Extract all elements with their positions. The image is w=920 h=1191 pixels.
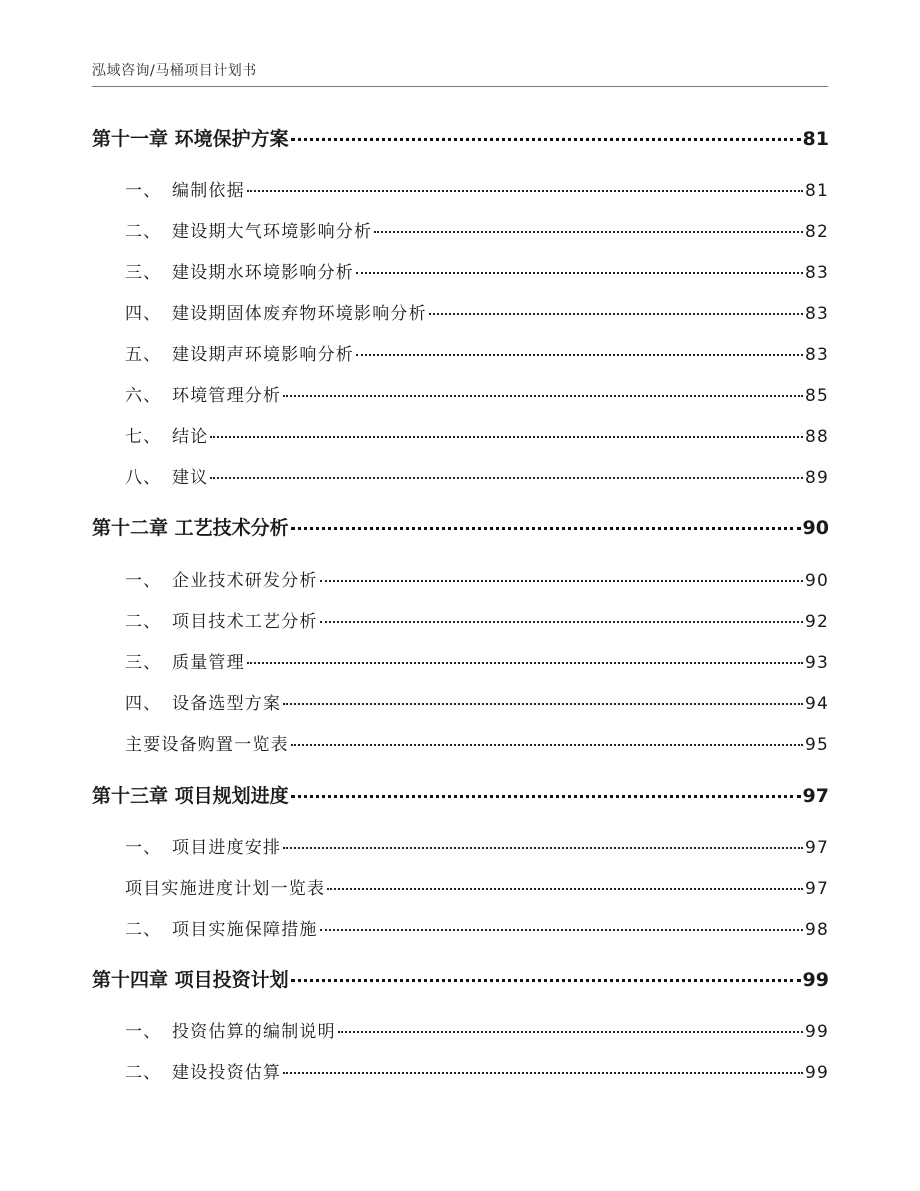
dot-leader <box>291 527 801 530</box>
toc-page-number: 81 <box>804 181 829 201</box>
toc-item-title: 建设期固体废弃物环境影响分析 <box>172 304 427 324</box>
toc-chapter-13[interactable] <box>92 781 829 808</box>
toc-page-number: 94 <box>804 694 829 714</box>
toc-page-number: 90 <box>804 571 829 591</box>
toc-page-number: 90 <box>802 517 829 539</box>
toc-item[interactable] <box>125 915 829 940</box>
toc-page-number: 99 <box>804 1063 829 1083</box>
toc-item-title: 投资估算的编制说明 <box>172 1022 336 1042</box>
toc-item-title: 编制依据 <box>172 181 245 201</box>
toc-chapter-12[interactable] <box>92 513 829 540</box>
dot-leader <box>291 744 803 746</box>
toc-item-number: 七、 <box>125 427 162 447</box>
toc-item[interactable] <box>125 1017 829 1042</box>
toc-item[interactable] <box>125 258 829 283</box>
dot-leader <box>210 436 803 438</box>
toc-chapter-title: 第十一章 环境保护方案 <box>92 128 289 150</box>
toc-item-title: 设备选型方案 <box>172 694 282 714</box>
dot-leader <box>327 888 803 890</box>
dot-leader <box>320 929 803 931</box>
toc-item-number: 二、 <box>125 222 162 242</box>
toc-item[interactable] <box>125 340 829 365</box>
toc-item-number: 五、 <box>125 345 162 365</box>
dot-leader <box>283 847 803 849</box>
dot-leader <box>429 313 803 315</box>
toc-item-number: 二、 <box>125 612 162 632</box>
toc-item-title: 建设期大气环境影响分析 <box>172 222 373 242</box>
toc-page-number: 83 <box>804 304 829 324</box>
toc-item-number: 三、 <box>125 653 162 673</box>
toc-item-title: 主要设备购置一览表 <box>125 735 289 755</box>
toc-page-number: 97 <box>804 879 829 899</box>
toc-item-number: 四、 <box>125 694 162 714</box>
toc-item-title: 环境管理分析 <box>172 386 282 406</box>
toc-item-number: 八、 <box>125 468 162 488</box>
toc-item-number: 二、 <box>125 920 162 940</box>
dot-leader <box>291 795 801 798</box>
toc-page-number: 92 <box>804 612 829 632</box>
toc-page-number: 97 <box>804 838 829 858</box>
toc-page-number: 98 <box>804 920 829 940</box>
toc-page-number: 81 <box>802 128 829 150</box>
toc-item-number: 一、 <box>125 1022 162 1042</box>
dot-leader <box>356 272 803 274</box>
toc-item-number: 三、 <box>125 263 162 283</box>
toc-page-number: 89 <box>804 468 829 488</box>
toc-item-title: 建设期水环境影响分析 <box>172 263 354 283</box>
dot-leader <box>291 138 801 141</box>
toc-item-number: 一、 <box>125 571 162 591</box>
toc-item[interactable] <box>125 1058 829 1083</box>
running-header: 泓域咨询/马桶项目计划书 <box>92 63 257 79</box>
toc-page-number: 83 <box>804 345 829 365</box>
dot-leader <box>320 580 803 582</box>
toc-item[interactable] <box>125 833 829 858</box>
dot-leader <box>283 395 803 397</box>
toc-item-title: 建设期声环境影响分析 <box>172 345 354 365</box>
toc-chapter-title: 第十三章 项目规划进度 <box>92 785 289 807</box>
dot-leader <box>283 703 803 705</box>
toc-page-number: 83 <box>804 263 829 283</box>
toc-item-title: 建设投资估算 <box>172 1063 282 1083</box>
toc-item[interactable] <box>125 689 829 714</box>
dot-leader <box>283 1072 803 1074</box>
toc-item[interactable] <box>125 299 829 324</box>
toc-page-number: 82 <box>804 222 829 242</box>
toc-item-number: 六、 <box>125 386 162 406</box>
dot-leader <box>210 477 803 479</box>
toc-page-number: 85 <box>804 386 829 406</box>
toc-page-number: 93 <box>804 653 829 673</box>
toc-item-title: 项目进度安排 <box>172 838 282 858</box>
dot-leader <box>291 979 801 982</box>
toc-chapter-title: 第十四章 项目投资计划 <box>92 969 289 991</box>
toc-item-title: 项目技术工艺分析 <box>172 612 318 632</box>
toc-item[interactable] <box>125 176 829 201</box>
toc-page-number: 99 <box>804 1022 829 1042</box>
toc-item[interactable] <box>125 566 829 591</box>
toc-item-number: 四、 <box>125 304 162 324</box>
toc-item-title: 项目实施进度计划一览表 <box>125 879 326 899</box>
toc-item[interactable] <box>125 730 829 755</box>
dot-leader <box>356 354 803 356</box>
toc-page-number: 97 <box>802 785 829 807</box>
toc-item-title: 质量管理 <box>172 653 245 673</box>
toc-item-number: 一、 <box>125 181 162 201</box>
toc-item-title: 企业技术研发分析 <box>172 571 318 591</box>
toc-chapter-11[interactable] <box>92 124 829 151</box>
toc-item-title: 结论 <box>172 427 209 447</box>
toc-item[interactable] <box>125 381 829 406</box>
toc-item-title: 建议 <box>172 468 209 488</box>
toc-item-number: 一、 <box>125 838 162 858</box>
toc-page-number: 95 <box>804 735 829 755</box>
toc-item[interactable] <box>125 463 829 488</box>
toc-item[interactable] <box>125 607 829 632</box>
toc-item[interactable] <box>125 422 829 447</box>
toc-item[interactable] <box>125 874 829 899</box>
toc-item-title: 项目实施保障措施 <box>172 920 318 940</box>
toc-chapter-14[interactable] <box>92 965 829 992</box>
dot-leader <box>247 190 803 192</box>
dot-leader <box>338 1031 803 1033</box>
toc-item[interactable] <box>125 648 829 673</box>
dot-leader <box>247 662 803 664</box>
toc-chapter-title: 第十二章 工艺技术分析 <box>92 517 289 539</box>
toc-item[interactable] <box>125 217 829 242</box>
toc-page-number: 88 <box>804 427 829 447</box>
toc-page-number: 99 <box>802 969 829 991</box>
dot-leader <box>320 621 803 623</box>
toc-item-number: 二、 <box>125 1063 162 1083</box>
dot-leader <box>374 231 803 233</box>
